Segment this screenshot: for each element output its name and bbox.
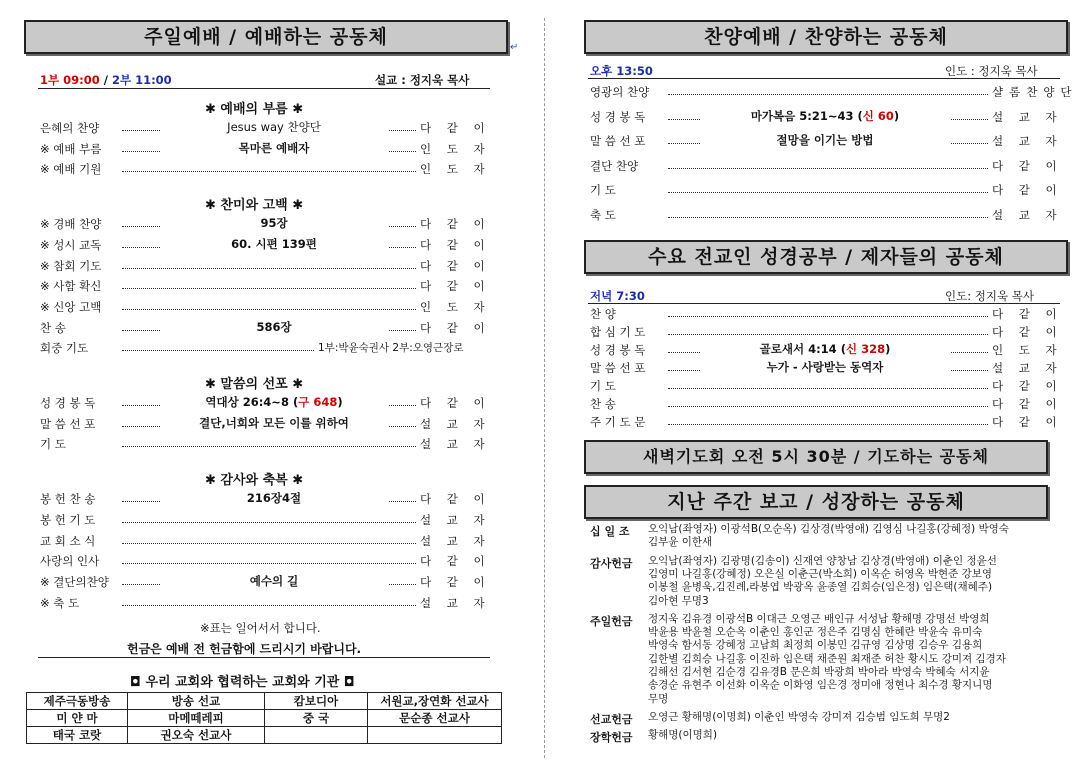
item-label: 봉 헌 기 도: [40, 512, 96, 527]
report-names: 김부윤 이한새: [648, 536, 713, 549]
return-mark: ↵: [510, 42, 519, 53]
report-names: 박윤용 박윤철 오순옥 이춘인 홍인군 정은주 김명심 한혜란 박윤숙 유미숙: [648, 626, 983, 639]
section-heading: ✱ 예배의 부름 ✱: [205, 102, 304, 117]
item-label: 봉 헌 찬 송: [40, 492, 96, 507]
item-role: 설 교 자: [992, 134, 1063, 149]
report-category: 장학헌금: [590, 731, 633, 745]
report-title-bar: [584, 485, 1048, 519]
praise-worship-title: 찬양예배 / 찬양하는 공동체: [704, 26, 948, 48]
report-names: 이봉철 윤병욱,김진례,라봉엽 박광옥 윤종열 김희승(임은정) 임은택(채혜주): [648, 581, 993, 594]
item-detail: 586장: [160, 319, 388, 335]
partners-table: [26, 692, 502, 744]
item-detail: 역대상 26:4~8 (구 648): [160, 394, 388, 410]
item-role: 다 같 이: [992, 325, 1063, 339]
partners-title: ◘ 우리 교회와 협력하는 교회와 기관 ◘: [130, 675, 355, 690]
partner-cell: 권오숙 선교사: [128, 727, 265, 744]
item-label: ※ 사함 확신: [40, 279, 102, 294]
item-label: 말 씀 선 포: [590, 361, 646, 375]
item-detail: 절망을 이기는 방법: [700, 132, 950, 148]
report-title: 지난 주간 보고 / 성장하는 공동체: [667, 491, 965, 513]
wednesday-title: 수요 전교인 성경공부 / 제자들의 공동체: [648, 246, 1004, 268]
item-label: 찬 송: [40, 320, 66, 335]
item-label: 말 씀 선 포: [40, 416, 96, 431]
leader-dots: [668, 406, 988, 407]
item-role: 인 도 자: [992, 343, 1063, 357]
leader-dots: [668, 94, 988, 95]
item-role: 다 같 이: [992, 379, 1063, 393]
item-label: 주 기 도 문: [590, 415, 646, 429]
item-role: 설 교 자: [992, 109, 1063, 124]
item-label: 찬 송: [590, 397, 616, 411]
leader-dots: [668, 316, 988, 317]
report-category: 십 일 조: [590, 525, 630, 538]
item-role: 다 같 이: [420, 121, 491, 135]
item-detail: 골로새서 4:14 (신 328): [700, 341, 950, 357]
item-label: ※ 신앙 고백: [40, 299, 102, 314]
header-rule: [38, 88, 490, 89]
partner-cell: 캄보디아: [265, 693, 368, 710]
item-label: ※ 예배 부름: [40, 141, 102, 156]
report-names: 김아현 무명3: [648, 594, 709, 607]
item-detail: 누가 - 사랑받는 동역자: [700, 359, 950, 375]
partner-cell: 중 국: [265, 710, 368, 727]
item-detail: Jesus way 찬양단: [160, 119, 388, 135]
report-names: 오영근 황해명(이명희) 이춘인 박영숙 강미져 김승범 임도희 무명2: [648, 710, 950, 723]
item-role: 다 같 이: [420, 258, 491, 273]
leader-dots: [122, 350, 314, 351]
item-label: ※ 축 도: [40, 595, 80, 610]
item-role: 1부:박윤숙권사 2부:오영근장로: [318, 342, 464, 355]
item-role: 다 같 이: [420, 574, 491, 589]
partners-row: [27, 710, 502, 727]
leader-dots: [668, 334, 988, 335]
partner-cell: 미 얀 마: [27, 710, 128, 727]
sunday-worship-title-bar: [24, 20, 508, 54]
item-label: 찬 양: [590, 307, 616, 321]
item-detail: 예수의 길: [160, 573, 388, 589]
wednesday-rule: [588, 303, 1060, 304]
offering-note: 헌금은 예배 전 헌금함에 드리시기 바랍니다.: [127, 642, 362, 656]
praise-worship-title-bar: [584, 20, 1068, 54]
item-label: 성 경 봉 독: [40, 396, 96, 410]
leader-dots: [122, 171, 416, 172]
item-role: 설 교 자: [420, 437, 491, 452]
item-detail: 95장: [160, 215, 388, 231]
item-role: 인 도 자: [420, 299, 491, 314]
partner-cell: 태국 코랏: [27, 727, 128, 744]
item-role: 인 도 자: [420, 162, 491, 177]
leader-dots: [668, 168, 988, 169]
partner-cell: [368, 727, 502, 744]
item-label: ※ 경배 찬양: [40, 217, 102, 232]
report-category: 선교헌금: [590, 712, 633, 726]
item-label: 성 경 봉 독: [590, 109, 646, 124]
item-role: 설 교 자: [420, 533, 491, 548]
item-label: 말 씀 선 포: [590, 134, 646, 149]
item-label: 기 도: [590, 183, 616, 198]
dawn-prayer-title-bar: [584, 440, 1048, 474]
leader-dots: [668, 192, 988, 193]
item-label: 은혜의 찬양: [40, 121, 100, 135]
item-role: 설 교 자: [992, 361, 1063, 375]
sunday-worship-title: 주일예배 / 예배하는 공동체: [144, 26, 388, 48]
item-label: ※ 예배 기원: [40, 162, 102, 177]
leader-dots: [122, 522, 416, 523]
item-role: 다 같 이: [420, 492, 491, 507]
item-label: ※ 결단의찬양: [40, 574, 109, 589]
column-divider: [544, 18, 545, 758]
item-label: 기 도: [590, 379, 616, 393]
report-names: 오익남(좌영자) 이광석B(오순옥) 김상경(박영애) 김영심 나길홍(강혜정) 박영숙: [648, 523, 1009, 535]
leader-dots: [122, 605, 416, 606]
item-label: 성 경 봉 독: [590, 343, 646, 357]
item-label: 기 도: [40, 437, 66, 452]
item-detail: 216장4절: [160, 490, 388, 506]
notes-rule: [38, 657, 490, 658]
service-time-separator: /: [99, 73, 112, 87]
wednesday-time: 저녁 7:30: [590, 289, 645, 303]
leader-dots: [668, 424, 988, 425]
praise-rule: [588, 78, 1060, 79]
report-category: 주일헌금: [590, 614, 633, 628]
report-names: 송경순 유현주 이선화 이옥순 이화영 임은경 정미애 정현나 최수경 황지니명: [648, 679, 993, 692]
item-role: 다 같 이: [420, 396, 491, 410]
item-role: 다 같 이: [420, 320, 491, 335]
partner-cell: 제주극동방송: [27, 693, 128, 710]
item-role: 다 같 이: [992, 183, 1063, 198]
item-label: 합 심 기 도: [590, 325, 646, 339]
partner-cell: 문순종 선교사: [368, 710, 502, 727]
partners-row: [27, 727, 502, 744]
item-detail: 목마른 예배자: [160, 140, 388, 156]
item-label: 결단 찬양: [590, 158, 639, 173]
item-label: ※ 참회 기도: [40, 258, 102, 273]
report-names: 무명: [648, 692, 669, 705]
item-role: 다 같 이: [992, 307, 1063, 321]
item-role: 설 교 자: [420, 595, 491, 610]
item-label: ※ 성시 교독: [40, 237, 102, 252]
report-category: 감사헌금: [590, 556, 633, 570]
section-heading: ✱ 감사와 축복 ✱: [205, 473, 304, 489]
section-heading: ✱ 말씀의 선포 ✱: [205, 377, 304, 392]
item-role: 설 교 자: [420, 416, 491, 431]
report-names: 김해선 김서현 김순경 김유경B 문은희 박광희 박아라 박영숙 박혜숙 서지윤: [648, 666, 990, 678]
report-names: 김한별 김희승 나길홍 이진하 임은택 채준원 최재준 허찬 황시도 강미져 김경자: [648, 652, 1006, 665]
stand-note: ※표는 일어서서 합니다.: [200, 621, 321, 635]
dawn-prayer-title: 새벽기도회 오전 5시 30분 / 기도하는 공동체: [643, 447, 989, 466]
item-detail: 마가복음 5:21~43 (신 60): [700, 108, 950, 124]
leader-dots: [122, 446, 416, 447]
leader-dots: [668, 217, 988, 218]
item-role: 다 같 이: [420, 279, 491, 294]
report-names: 김영미 나길홍(강혜정) 오은실 이춘근(박소희) 이옥순 허영옥 박현준 강보영: [648, 567, 993, 580]
leader-dots: [122, 543, 416, 544]
leader-dots: [668, 388, 988, 389]
item-role: 다 같 이: [992, 415, 1063, 429]
item-label: 축 도: [590, 208, 616, 222]
item-label: 영광의 찬양: [590, 85, 650, 99]
partner-cell: 마메떼레피: [128, 710, 265, 727]
item-label: 교 회 소 식: [40, 533, 96, 548]
item-detail: 결단,너희와 모든 이를 위하여: [160, 415, 388, 431]
item-role: 다 같 이: [420, 554, 491, 569]
preacher: 설교 : 정지욱 목사: [375, 73, 470, 87]
report-names: 박영숙 함서동 강혜정 고남희 최정희 이봉민 김규영 김상명 김승우 김용희: [648, 639, 983, 652]
section-heading: ✱ 찬미와 고백 ✱: [205, 198, 304, 214]
item-detail: 60. 시편 139편: [160, 236, 388, 252]
praise-leader: 인도 : 정지욱 목사: [945, 64, 1038, 78]
item-role: 다 같 이: [420, 217, 491, 232]
partner-cell: 서원교,장연화 선교사: [368, 693, 502, 710]
wednesday-title-bar: [584, 240, 1068, 274]
wednesday-leader: 인도: 정지욱 목사: [945, 289, 1034, 303]
item-role: 설 교 자: [992, 208, 1063, 222]
leader-dots: [122, 268, 416, 269]
first-service-time: 1부 09:00: [40, 73, 100, 87]
report-names: 오익남(좌영자) 김광명(김송이) 신재연 양창남 김상경(박영애) 이춘인 정윤선: [648, 554, 997, 567]
report-names: 정지욱 김유경 이광석B 이대근 오영근 배인규 서성남 황해명 강명선 박영희: [648, 612, 990, 625]
service-times: [40, 72, 172, 88]
partner-cell: [265, 727, 368, 744]
item-role: 인 도 자: [420, 141, 491, 156]
partner-cell: 방송 선교: [128, 693, 265, 710]
item-role: 다 같 이: [420, 237, 491, 252]
second-service-time: 2부 11:00: [111, 73, 172, 87]
item-role: 다 같 이: [992, 158, 1063, 173]
leader-dots: [122, 288, 416, 289]
item-label: 회중 기도: [40, 341, 89, 356]
partners-row: [27, 693, 502, 710]
report-names: 황해명(이명희): [648, 729, 718, 742]
leader-dots: [122, 563, 416, 564]
item-role: 다 같 이: [992, 397, 1063, 411]
item-role: 샬롬찬양단: [992, 85, 1078, 99]
praise-time: 오후 13:50: [590, 64, 653, 78]
leader-dots: [122, 309, 416, 310]
item-label: 사랑의 인사: [40, 554, 100, 569]
item-role: 설 교 자: [420, 512, 491, 527]
